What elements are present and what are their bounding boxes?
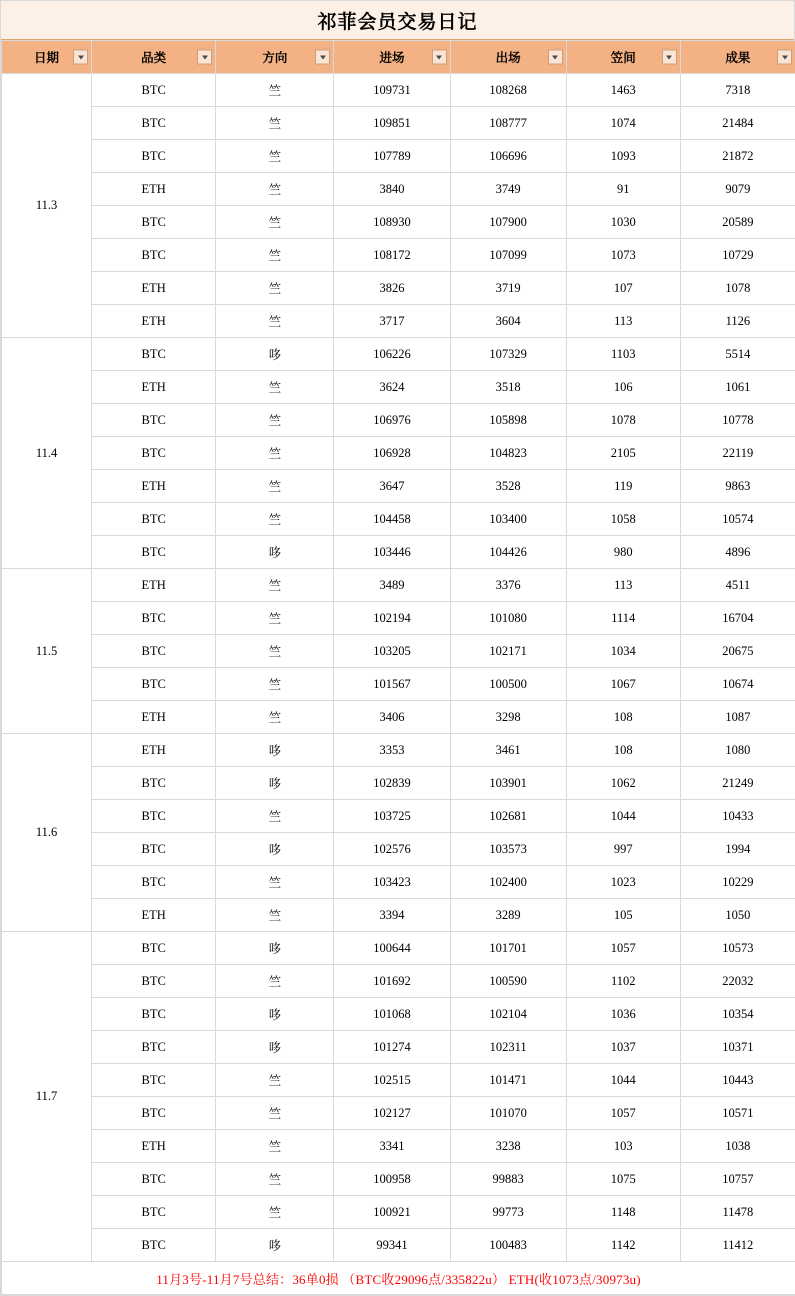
points-cell: 1034 xyxy=(566,635,680,668)
symbol-cell: BTC xyxy=(92,239,216,272)
exit-cell: 107900 xyxy=(450,206,566,239)
column-header-direction[interactable] xyxy=(216,41,334,74)
filter-dropdown-icon[interactable] xyxy=(777,50,792,65)
filter-dropdown-icon[interactable] xyxy=(662,50,677,65)
table-row xyxy=(2,1031,795,1064)
symbol-cell: BTC xyxy=(92,833,216,866)
result-cell: 1050 xyxy=(680,899,795,932)
points-cell: 980 xyxy=(566,536,680,569)
exit-cell: 3518 xyxy=(450,371,566,404)
table-row xyxy=(2,899,795,932)
result-cell: 10729 xyxy=(680,239,795,272)
points-cell: 106 xyxy=(566,371,680,404)
points-cell: 1142 xyxy=(566,1229,680,1262)
table-row xyxy=(2,602,795,635)
table-row xyxy=(2,800,795,833)
table-footer xyxy=(2,1262,795,1295)
entry-cell: 106226 xyxy=(334,338,450,371)
points-cell: 997 xyxy=(566,833,680,866)
table-row xyxy=(2,1097,795,1130)
table-row xyxy=(2,74,795,107)
entry-cell: 103423 xyxy=(334,866,450,899)
entry-cell: 101567 xyxy=(334,668,450,701)
result-cell: 5514 xyxy=(680,338,795,371)
exit-cell: 105898 xyxy=(450,404,566,437)
symbol-cell: BTC xyxy=(92,1097,216,1130)
symbol-cell: BTC xyxy=(92,602,216,635)
points-cell: 1057 xyxy=(566,932,680,965)
symbol-cell: BTC xyxy=(92,1196,216,1229)
sheet-title-bar xyxy=(1,1,794,40)
exit-cell: 3604 xyxy=(450,305,566,338)
symbol-cell: BTC xyxy=(92,437,216,470)
table-row xyxy=(2,140,795,173)
table-row xyxy=(2,1130,795,1163)
exit-cell: 108268 xyxy=(450,74,566,107)
exit-cell: 107329 xyxy=(450,338,566,371)
points-cell: 1114 xyxy=(566,602,680,635)
filter-dropdown-icon[interactable] xyxy=(315,50,330,65)
entry-cell: 108172 xyxy=(334,239,450,272)
direction-cell: 竺 xyxy=(216,140,334,173)
result-cell: 1994 xyxy=(680,833,795,866)
exit-cell: 3461 xyxy=(450,734,566,767)
exit-cell: 102400 xyxy=(450,866,566,899)
exit-cell: 100483 xyxy=(450,1229,566,1262)
result-cell: 1087 xyxy=(680,701,795,734)
entry-cell: 103205 xyxy=(334,635,450,668)
column-header-label: 日期 xyxy=(34,48,59,66)
entry-cell: 3353 xyxy=(334,734,450,767)
exit-cell: 3749 xyxy=(450,173,566,206)
table-header xyxy=(2,41,795,74)
summary-row xyxy=(2,1262,795,1295)
entry-cell: 100644 xyxy=(334,932,450,965)
points-cell: 1148 xyxy=(566,1196,680,1229)
points-cell: 107 xyxy=(566,272,680,305)
filter-dropdown-icon[interactable] xyxy=(432,50,447,65)
result-cell: 21484 xyxy=(680,107,795,140)
table-row xyxy=(2,833,795,866)
trading-journal-table xyxy=(1,40,795,1295)
exit-cell: 104426 xyxy=(450,536,566,569)
result-cell: 10433 xyxy=(680,800,795,833)
entry-cell: 102515 xyxy=(334,1064,450,1097)
date-cell: 11.4 xyxy=(2,338,92,569)
entry-cell: 3341 xyxy=(334,1130,450,1163)
symbol-cell: BTC xyxy=(92,503,216,536)
exit-cell: 103400 xyxy=(450,503,566,536)
direction-cell: 竺 xyxy=(216,800,334,833)
exit-cell: 106696 xyxy=(450,140,566,173)
symbol-cell: ETH xyxy=(92,470,216,503)
direction-cell: 竺 xyxy=(216,1163,334,1196)
exit-cell: 102104 xyxy=(450,998,566,1031)
result-cell: 16704 xyxy=(680,602,795,635)
entry-cell: 3624 xyxy=(334,371,450,404)
exit-cell: 101701 xyxy=(450,932,566,965)
entry-cell: 101068 xyxy=(334,998,450,1031)
direction-cell: 哆 xyxy=(216,1031,334,1064)
result-cell: 10354 xyxy=(680,998,795,1031)
direction-cell: 竺 xyxy=(216,635,334,668)
points-cell: 1023 xyxy=(566,866,680,899)
symbol-cell: BTC xyxy=(92,800,216,833)
table-row xyxy=(2,1163,795,1196)
exit-cell: 102311 xyxy=(450,1031,566,1064)
entry-cell: 3489 xyxy=(334,569,450,602)
points-cell: 119 xyxy=(566,470,680,503)
exit-cell: 3719 xyxy=(450,272,566,305)
entry-cell: 109851 xyxy=(334,107,450,140)
direction-cell: 哆 xyxy=(216,1229,334,1262)
table-body xyxy=(2,74,795,1262)
direction-cell: 哆 xyxy=(216,338,334,371)
points-cell: 1067 xyxy=(566,668,680,701)
points-cell: 1036 xyxy=(566,998,680,1031)
points-cell: 1057 xyxy=(566,1097,680,1130)
points-cell: 1030 xyxy=(566,206,680,239)
filter-dropdown-icon[interactable] xyxy=(197,50,212,65)
symbol-cell: BTC xyxy=(92,338,216,371)
points-cell: 1463 xyxy=(566,74,680,107)
entry-cell: 103446 xyxy=(334,536,450,569)
points-cell: 1062 xyxy=(566,767,680,800)
symbol-cell: BTC xyxy=(92,965,216,998)
table-row xyxy=(2,668,795,701)
points-cell: 113 xyxy=(566,569,680,602)
entry-cell: 108930 xyxy=(334,206,450,239)
direction-cell: 哆 xyxy=(216,767,334,800)
points-cell: 108 xyxy=(566,734,680,767)
exit-cell: 102681 xyxy=(450,800,566,833)
symbol-cell: ETH xyxy=(92,173,216,206)
symbol-cell: BTC xyxy=(92,767,216,800)
direction-cell: 竺 xyxy=(216,602,334,635)
exit-cell: 3528 xyxy=(450,470,566,503)
symbol-cell: BTC xyxy=(92,1163,216,1196)
direction-cell: 竺 xyxy=(216,437,334,470)
result-cell: 1126 xyxy=(680,305,795,338)
result-cell: 1078 xyxy=(680,272,795,305)
table-row xyxy=(2,404,795,437)
direction-cell: 哆 xyxy=(216,833,334,866)
symbol-cell: BTC xyxy=(92,866,216,899)
direction-cell: 竺 xyxy=(216,272,334,305)
points-cell: 1078 xyxy=(566,404,680,437)
symbol-cell: BTC xyxy=(92,668,216,701)
result-cell: 10778 xyxy=(680,404,795,437)
direction-cell: 竺 xyxy=(216,668,334,701)
filter-dropdown-icon[interactable] xyxy=(73,50,88,65)
exit-cell: 104823 xyxy=(450,437,566,470)
symbol-cell: BTC xyxy=(92,1031,216,1064)
column-header-label: 笠间 xyxy=(611,48,636,66)
entry-cell: 107789 xyxy=(334,140,450,173)
table-row xyxy=(2,1064,795,1097)
column-header-label: 成果 xyxy=(725,48,750,66)
table-row xyxy=(2,998,795,1031)
entry-cell: 100921 xyxy=(334,1196,450,1229)
exit-cell: 99773 xyxy=(450,1196,566,1229)
exit-cell: 100590 xyxy=(450,965,566,998)
symbol-cell: ETH xyxy=(92,569,216,602)
direction-cell: 哆 xyxy=(216,734,334,767)
result-cell: 10757 xyxy=(680,1163,795,1196)
result-cell: 21872 xyxy=(680,140,795,173)
result-cell: 1038 xyxy=(680,1130,795,1163)
direction-cell: 哆 xyxy=(216,998,334,1031)
result-cell: 10229 xyxy=(680,866,795,899)
result-cell: 1061 xyxy=(680,371,795,404)
points-cell: 1074 xyxy=(566,107,680,140)
result-cell: 22032 xyxy=(680,965,795,998)
table-row xyxy=(2,536,795,569)
result-cell: 4511 xyxy=(680,569,795,602)
direction-cell: 竺 xyxy=(216,1196,334,1229)
result-cell: 20589 xyxy=(680,206,795,239)
table-row xyxy=(2,569,795,602)
direction-cell: 竺 xyxy=(216,503,334,536)
result-cell: 22119 xyxy=(680,437,795,470)
result-cell: 10443 xyxy=(680,1064,795,1097)
result-cell: 20675 xyxy=(680,635,795,668)
result-cell: 9863 xyxy=(680,470,795,503)
exit-cell: 3289 xyxy=(450,899,566,932)
direction-cell: 竺 xyxy=(216,899,334,932)
points-cell: 105 xyxy=(566,899,680,932)
entry-cell: 106928 xyxy=(334,437,450,470)
table-row xyxy=(2,173,795,206)
entry-cell: 106976 xyxy=(334,404,450,437)
entry-cell: 3394 xyxy=(334,899,450,932)
points-cell: 2105 xyxy=(566,437,680,470)
column-header-label: 品类 xyxy=(141,48,166,66)
exit-cell: 3238 xyxy=(450,1130,566,1163)
direction-cell: 哆 xyxy=(216,536,334,569)
symbol-cell: ETH xyxy=(92,899,216,932)
date-cell: 11.3 xyxy=(2,74,92,338)
points-cell: 1044 xyxy=(566,1064,680,1097)
points-cell: 108 xyxy=(566,701,680,734)
column-header-result[interactable] xyxy=(680,41,795,74)
points-cell: 1037 xyxy=(566,1031,680,1064)
table-row xyxy=(2,305,795,338)
direction-cell: 竺 xyxy=(216,1097,334,1130)
column-header-points[interactable] xyxy=(566,41,680,74)
result-cell: 10571 xyxy=(680,1097,795,1130)
entry-cell: 3647 xyxy=(334,470,450,503)
entry-cell: 3840 xyxy=(334,173,450,206)
column-header-exit[interactable] xyxy=(450,41,566,74)
table-row xyxy=(2,338,795,371)
column-header-label: 方向 xyxy=(262,48,287,66)
result-cell: 21249 xyxy=(680,767,795,800)
symbol-cell: BTC xyxy=(92,536,216,569)
direction-cell: 竺 xyxy=(216,404,334,437)
symbol-cell: BTC xyxy=(92,1229,216,1262)
column-header-label: 进场 xyxy=(379,48,404,66)
exit-cell: 101080 xyxy=(450,602,566,635)
symbol-cell: BTC xyxy=(92,140,216,173)
date-cell: 11.6 xyxy=(2,734,92,932)
exit-cell: 3298 xyxy=(450,701,566,734)
direction-cell: 竺 xyxy=(216,866,334,899)
table-row xyxy=(2,866,795,899)
header-row xyxy=(2,41,795,74)
symbol-cell: ETH xyxy=(92,1130,216,1163)
column-header-symbol[interactable] xyxy=(92,41,216,74)
direction-cell: 竺 xyxy=(216,470,334,503)
direction-cell: 竺 xyxy=(216,701,334,734)
table-row xyxy=(2,371,795,404)
symbol-cell: BTC xyxy=(92,932,216,965)
symbol-cell: ETH xyxy=(92,305,216,338)
page-title: 祁菲会员交易日记 xyxy=(317,7,477,34)
points-cell: 113 xyxy=(566,305,680,338)
table-row xyxy=(2,1196,795,1229)
points-cell: 1093 xyxy=(566,140,680,173)
entry-cell: 101692 xyxy=(334,965,450,998)
table-row xyxy=(2,932,795,965)
exit-cell: 101070 xyxy=(450,1097,566,1130)
entry-cell: 104458 xyxy=(334,503,450,536)
points-cell: 91 xyxy=(566,173,680,206)
direction-cell: 竺 xyxy=(216,74,334,107)
entry-cell: 103725 xyxy=(334,800,450,833)
exit-cell: 3376 xyxy=(450,569,566,602)
table-row xyxy=(2,734,795,767)
result-cell: 10574 xyxy=(680,503,795,536)
entry-cell: 100958 xyxy=(334,1163,450,1196)
exit-cell: 101471 xyxy=(450,1064,566,1097)
symbol-cell: BTC xyxy=(92,635,216,668)
exit-cell: 108777 xyxy=(450,107,566,140)
direction-cell: 竺 xyxy=(216,1130,334,1163)
table-row xyxy=(2,239,795,272)
direction-cell: 竺 xyxy=(216,239,334,272)
exit-cell: 103573 xyxy=(450,833,566,866)
summary-text: 11月3号-11月7号总结：36单0损 （BTC收29096点/335822u） ETH(收1073点/30973u) xyxy=(156,1272,641,1287)
symbol-cell: BTC xyxy=(92,74,216,107)
column-header-entry[interactable] xyxy=(334,41,450,74)
exit-cell: 100500 xyxy=(450,668,566,701)
date-cell: 11.5 xyxy=(2,569,92,734)
entry-cell: 3406 xyxy=(334,701,450,734)
entry-cell: 102194 xyxy=(334,602,450,635)
result-cell: 7318 xyxy=(680,74,795,107)
points-cell: 1044 xyxy=(566,800,680,833)
symbol-cell: ETH xyxy=(92,272,216,305)
symbol-cell: BTC xyxy=(92,1064,216,1097)
result-cell: 10573 xyxy=(680,932,795,965)
table-row xyxy=(2,1229,795,1262)
date-cell: 11.7 xyxy=(2,932,92,1262)
entry-cell: 102839 xyxy=(334,767,450,800)
result-cell: 11478 xyxy=(680,1196,795,1229)
table-row xyxy=(2,965,795,998)
result-cell: 4896 xyxy=(680,536,795,569)
symbol-cell: BTC xyxy=(92,107,216,140)
table-row xyxy=(2,635,795,668)
table-row xyxy=(2,107,795,140)
result-cell: 9079 xyxy=(680,173,795,206)
entry-cell: 102127 xyxy=(334,1097,450,1130)
points-cell: 1103 xyxy=(566,338,680,371)
exit-cell: 107099 xyxy=(450,239,566,272)
symbol-cell: ETH xyxy=(92,734,216,767)
symbol-cell: ETH xyxy=(92,371,216,404)
entry-cell: 109731 xyxy=(334,74,450,107)
entry-cell: 3826 xyxy=(334,272,450,305)
symbol-cell: BTC xyxy=(92,206,216,239)
points-cell: 1073 xyxy=(566,239,680,272)
exit-cell: 102171 xyxy=(450,635,566,668)
table-row xyxy=(2,437,795,470)
symbol-cell: BTC xyxy=(92,404,216,437)
points-cell: 1102 xyxy=(566,965,680,998)
points-cell: 1075 xyxy=(566,1163,680,1196)
direction-cell: 哆 xyxy=(216,932,334,965)
entry-cell: 102576 xyxy=(334,833,450,866)
symbol-cell: ETH xyxy=(92,701,216,734)
column-header-date[interactable] xyxy=(2,41,92,74)
summary-cell xyxy=(2,1262,795,1295)
entry-cell: 101274 xyxy=(334,1031,450,1064)
table-row xyxy=(2,206,795,239)
table-row xyxy=(2,701,795,734)
table-row xyxy=(2,503,795,536)
table-row xyxy=(2,767,795,800)
direction-cell: 竺 xyxy=(216,1064,334,1097)
filter-dropdown-icon[interactable] xyxy=(548,50,563,65)
direction-cell: 竺 xyxy=(216,965,334,998)
direction-cell: 竺 xyxy=(216,569,334,602)
table-row xyxy=(2,272,795,305)
exit-cell: 103901 xyxy=(450,767,566,800)
direction-cell: 竺 xyxy=(216,371,334,404)
exit-cell: 99883 xyxy=(450,1163,566,1196)
direction-cell: 竺 xyxy=(216,305,334,338)
points-cell: 1058 xyxy=(566,503,680,536)
entry-cell: 3717 xyxy=(334,305,450,338)
direction-cell: 竺 xyxy=(216,206,334,239)
result-cell: 1080 xyxy=(680,734,795,767)
table-row xyxy=(2,470,795,503)
direction-cell: 竺 xyxy=(216,107,334,140)
entry-cell: 99341 xyxy=(334,1229,450,1262)
result-cell: 10674 xyxy=(680,668,795,701)
result-cell: 10371 xyxy=(680,1031,795,1064)
points-cell: 103 xyxy=(566,1130,680,1163)
result-cell: 11412 xyxy=(680,1229,795,1262)
column-header-label: 出场 xyxy=(496,48,521,66)
symbol-cell: BTC xyxy=(92,998,216,1031)
direction-cell: 竺 xyxy=(216,173,334,206)
